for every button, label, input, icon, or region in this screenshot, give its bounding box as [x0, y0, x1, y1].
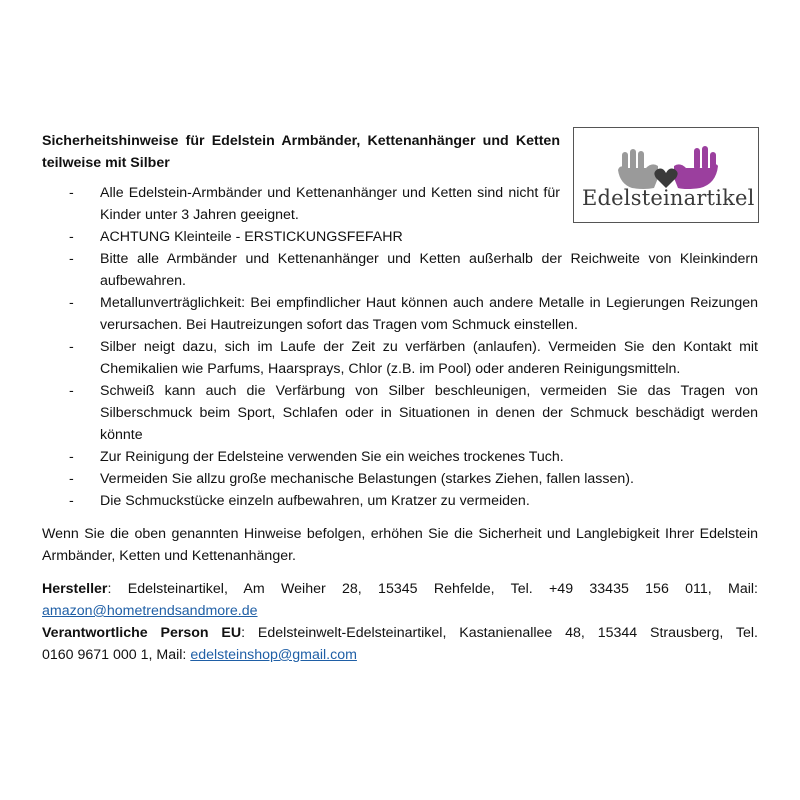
- responsible-label: Verantwortliche Person EU: [42, 625, 242, 641]
- warning-item: [42, 446, 758, 468]
- contact-block: [42, 578, 758, 666]
- bullet-dash: -: [69, 339, 74, 355]
- warning-item: [42, 292, 758, 336]
- warning-text: Die Schmuckstücke einzeln aufbewahren, um Kratzer zu vermeiden.: [100, 493, 530, 509]
- bullet-dash: -: [69, 383, 74, 399]
- warnings-list: [42, 182, 758, 512]
- responsible-text-2: 0160 9671 000 1, Mail:: [42, 647, 187, 663]
- warning-text: ACHTUNG Kleinteile - ERSTICKUNGSFEFAHR: [100, 229, 403, 245]
- warning-text: Zur Reinigung der Edelsteine verwenden Sie ein weiches trockenes Tuch.: [100, 449, 564, 465]
- bullet-dash: -: [69, 185, 74, 201]
- manufacturer-text: : Edelsteinartikel, Am Weiher 28, 15345 Rehfelde, Tel. +49 33435 156 011, Mail:: [107, 581, 758, 597]
- warning-item: [42, 182, 560, 226]
- warning-item: [42, 226, 758, 248]
- warning-item: [42, 248, 758, 292]
- bullet-dash: -: [69, 251, 74, 267]
- warning-text: Metallunverträglichkeit: Bei empfindlicher Haut können auch andere Metalle in Legierungen Reizungen verursachen. Bei Hautreizungen sofort das Tragen vom Schmuck einstellen.: [100, 295, 758, 333]
- warning-item: [42, 490, 758, 512]
- manufacturer-line: [42, 578, 758, 600]
- warning-item: [42, 336, 758, 380]
- bullet-dash: -: [69, 229, 74, 245]
- warning-text: Vermeiden Sie allzu große mechanische Belastungen (starkes Ziehen, fallen lassen).: [100, 471, 634, 487]
- brand-logo: [573, 127, 759, 223]
- bullet-dash: -: [69, 493, 74, 509]
- manufacturer-email-link[interactable]: amazon@hometrendsandmore.de: [42, 603, 258, 619]
- manufacturer-email-line: [42, 600, 758, 622]
- warning-text: Alle Edelstein-Armbänder und Kettenanhänger und Ketten sind nicht für Kinder unter 3 Jahren geeignet.: [100, 185, 560, 223]
- warning-text: Silber neigt dazu, sich im Laufe der Zeit zu verfärben (anlaufen). Vermeiden Sie den Kontakt mit Chemikalien wie Parfums, Haarsprays, Chlor (z.B. im Pool) oder anderen Reinigungsmitteln.: [100, 339, 758, 377]
- left-hand-icon: [618, 149, 658, 189]
- document-title: Sicherheitshinweise für Edelstein Armbänder, Kettenanhänger und Ketten teilweise mit Silber: [42, 133, 560, 171]
- manufacturer-label: Hersteller: [42, 581, 108, 597]
- bullet-dash: -: [69, 471, 74, 487]
- responsible-phone-line: [42, 644, 758, 666]
- warning-text: Schweiß kann auch die Verfärbung von Silber beschleunigen, vermeiden Sie das Tragen von Silberschmuck beim Sport, Schlafen oder in Situationen in denen der Schmuck beschädigt werden könnte: [100, 383, 758, 443]
- logo-wordmark: Edelsteinartikel: [582, 186, 755, 210]
- warning-item: [42, 468, 758, 490]
- bullet-dash: -: [69, 449, 74, 465]
- warning-item: [42, 380, 758, 446]
- closing-paragraph: Wenn Sie die oben genannten Hinweise befolgen, erhöhen Sie die Sicherheit und Langlebigkeit Ihrer Edelstein Armbänder, Ketten und Kettenanhänger.: [42, 526, 758, 564]
- bullet-dash: -: [69, 295, 74, 311]
- responsible-text: : Edelsteinwelt-Edelsteinartikel, Kastanienallee 48, 15344 Strausberg, Tel.: [241, 625, 758, 641]
- responsible-line: [42, 622, 758, 644]
- responsible-email-link[interactable]: edelsteinshop@gmail.com: [190, 647, 357, 663]
- warning-text: Bitte alle Armbänder und Kettenanhänger und Ketten außerhalb der Reichweite von Kleinkindern aufbewahren.: [100, 251, 758, 289]
- right-hand-icon: [674, 146, 718, 189]
